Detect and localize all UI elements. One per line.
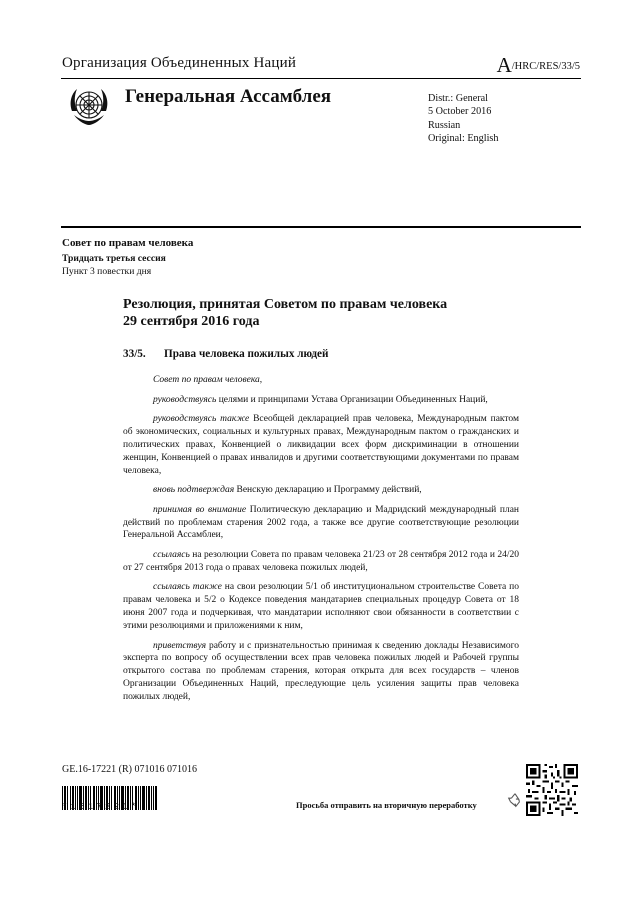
preamble-paragraph: руководствуясь целями и принципами Устава Организации Объединенных Наций, (153, 394, 488, 405)
resolution-title-line2: 29 сентября 2016 года (123, 314, 260, 329)
recycle-icon (506, 791, 524, 809)
original-line: Original: English (428, 133, 499, 145)
preamble-paragraph: ссылаясь на резолюции Совета по правам человека 21/23 от 28 сентября 2012 года и 24/20 от 27 сентября 2013 года о правах человека пожилых людей, (123, 549, 519, 573)
section-rule (61, 226, 581, 228)
agenda-item: Пункт 3 повестки дня (62, 266, 152, 277)
barcode-number: *1617221* (62, 802, 140, 812)
resolution-name: Права человека пожилых людей (164, 348, 329, 360)
preamble-paragraph: принимая во внимание Политическую декларацию и Мадридский международный план действий по проблемам старения 2002 года, а также все другие соответствующие резолюции Генеральной Ассамблеи, (123, 504, 519, 541)
job-number: GE.16-17221 (R) 071016 071016 (62, 764, 197, 775)
un-emblem-icon (66, 85, 112, 129)
document-symbol (497, 53, 580, 78)
preamble-paragraph: вновь подтверждая Венскую декларацию и Программу действий, (153, 485, 422, 496)
session-name: Тридцать третья сессия (62, 253, 166, 264)
general-assembly-title: Генеральная Ассамблея (125, 86, 332, 107)
preamble-paragraph: Совет по правам человека, (153, 375, 263, 385)
preamble-paragraph: приветствуя работу и с признательностью принимая к сведению доклады Независимого эксперта по вопросу об осуществлении всех прав человека пожилых людей и Рабочей группы открытого состава по проблемам старения, которая открыта для всех государств – членов Организации Объединенных Наций, преследующие цель усиления защиты прав человека пожилых людей, (123, 640, 519, 703)
recycle-note: Просьба отправить на вторичную переработку (296, 800, 477, 810)
resolution-number: 33/5. (123, 348, 146, 360)
resolution-title (123, 296, 447, 330)
organization-name: Организация Объединенных Наций (62, 55, 297, 71)
distr-line: Distr.: General (428, 93, 488, 104)
preamble-paragraph: ссылаясь также на свои резолюции 5/1 об институциональном строительстве Совета по правам человека и 5/2 о Кодексе поведения мандатариев специальных процедур Совета от 18 июня 2007 года и подчеркивая, что мандатарии исполняют свои обязанности в соответствии с этими резолюциями и приложениями к ним, (123, 582, 519, 632)
resolution-body (123, 374, 519, 711)
date-line: 5 October 2016 (428, 106, 492, 118)
distribution-block (428, 92, 498, 146)
qr-code-icon (526, 764, 578, 816)
language-line: Russian (428, 119, 461, 131)
header-rule (61, 78, 581, 79)
symbol-prefix: A (496, 53, 512, 77)
preamble-paragraph: руководствуясь также Всеобщей декларацией прав человека, Международным пактом об экономических, социальных и культурных правах, Международным пактом о гражданских и политических правах, Конвенцией о ликвидации всех форм дискриминации в отношении женщин, Конвенцией о правах инвалидов и другими соответствующими документами по правам человека, (123, 414, 520, 476)
council-name: Совет по правам человека (62, 237, 194, 249)
resolution-title-line1: Резолюция, принятая Советом по правам человека (123, 297, 448, 312)
symbol-rest: /HRC/RES/33/5 (511, 61, 580, 72)
